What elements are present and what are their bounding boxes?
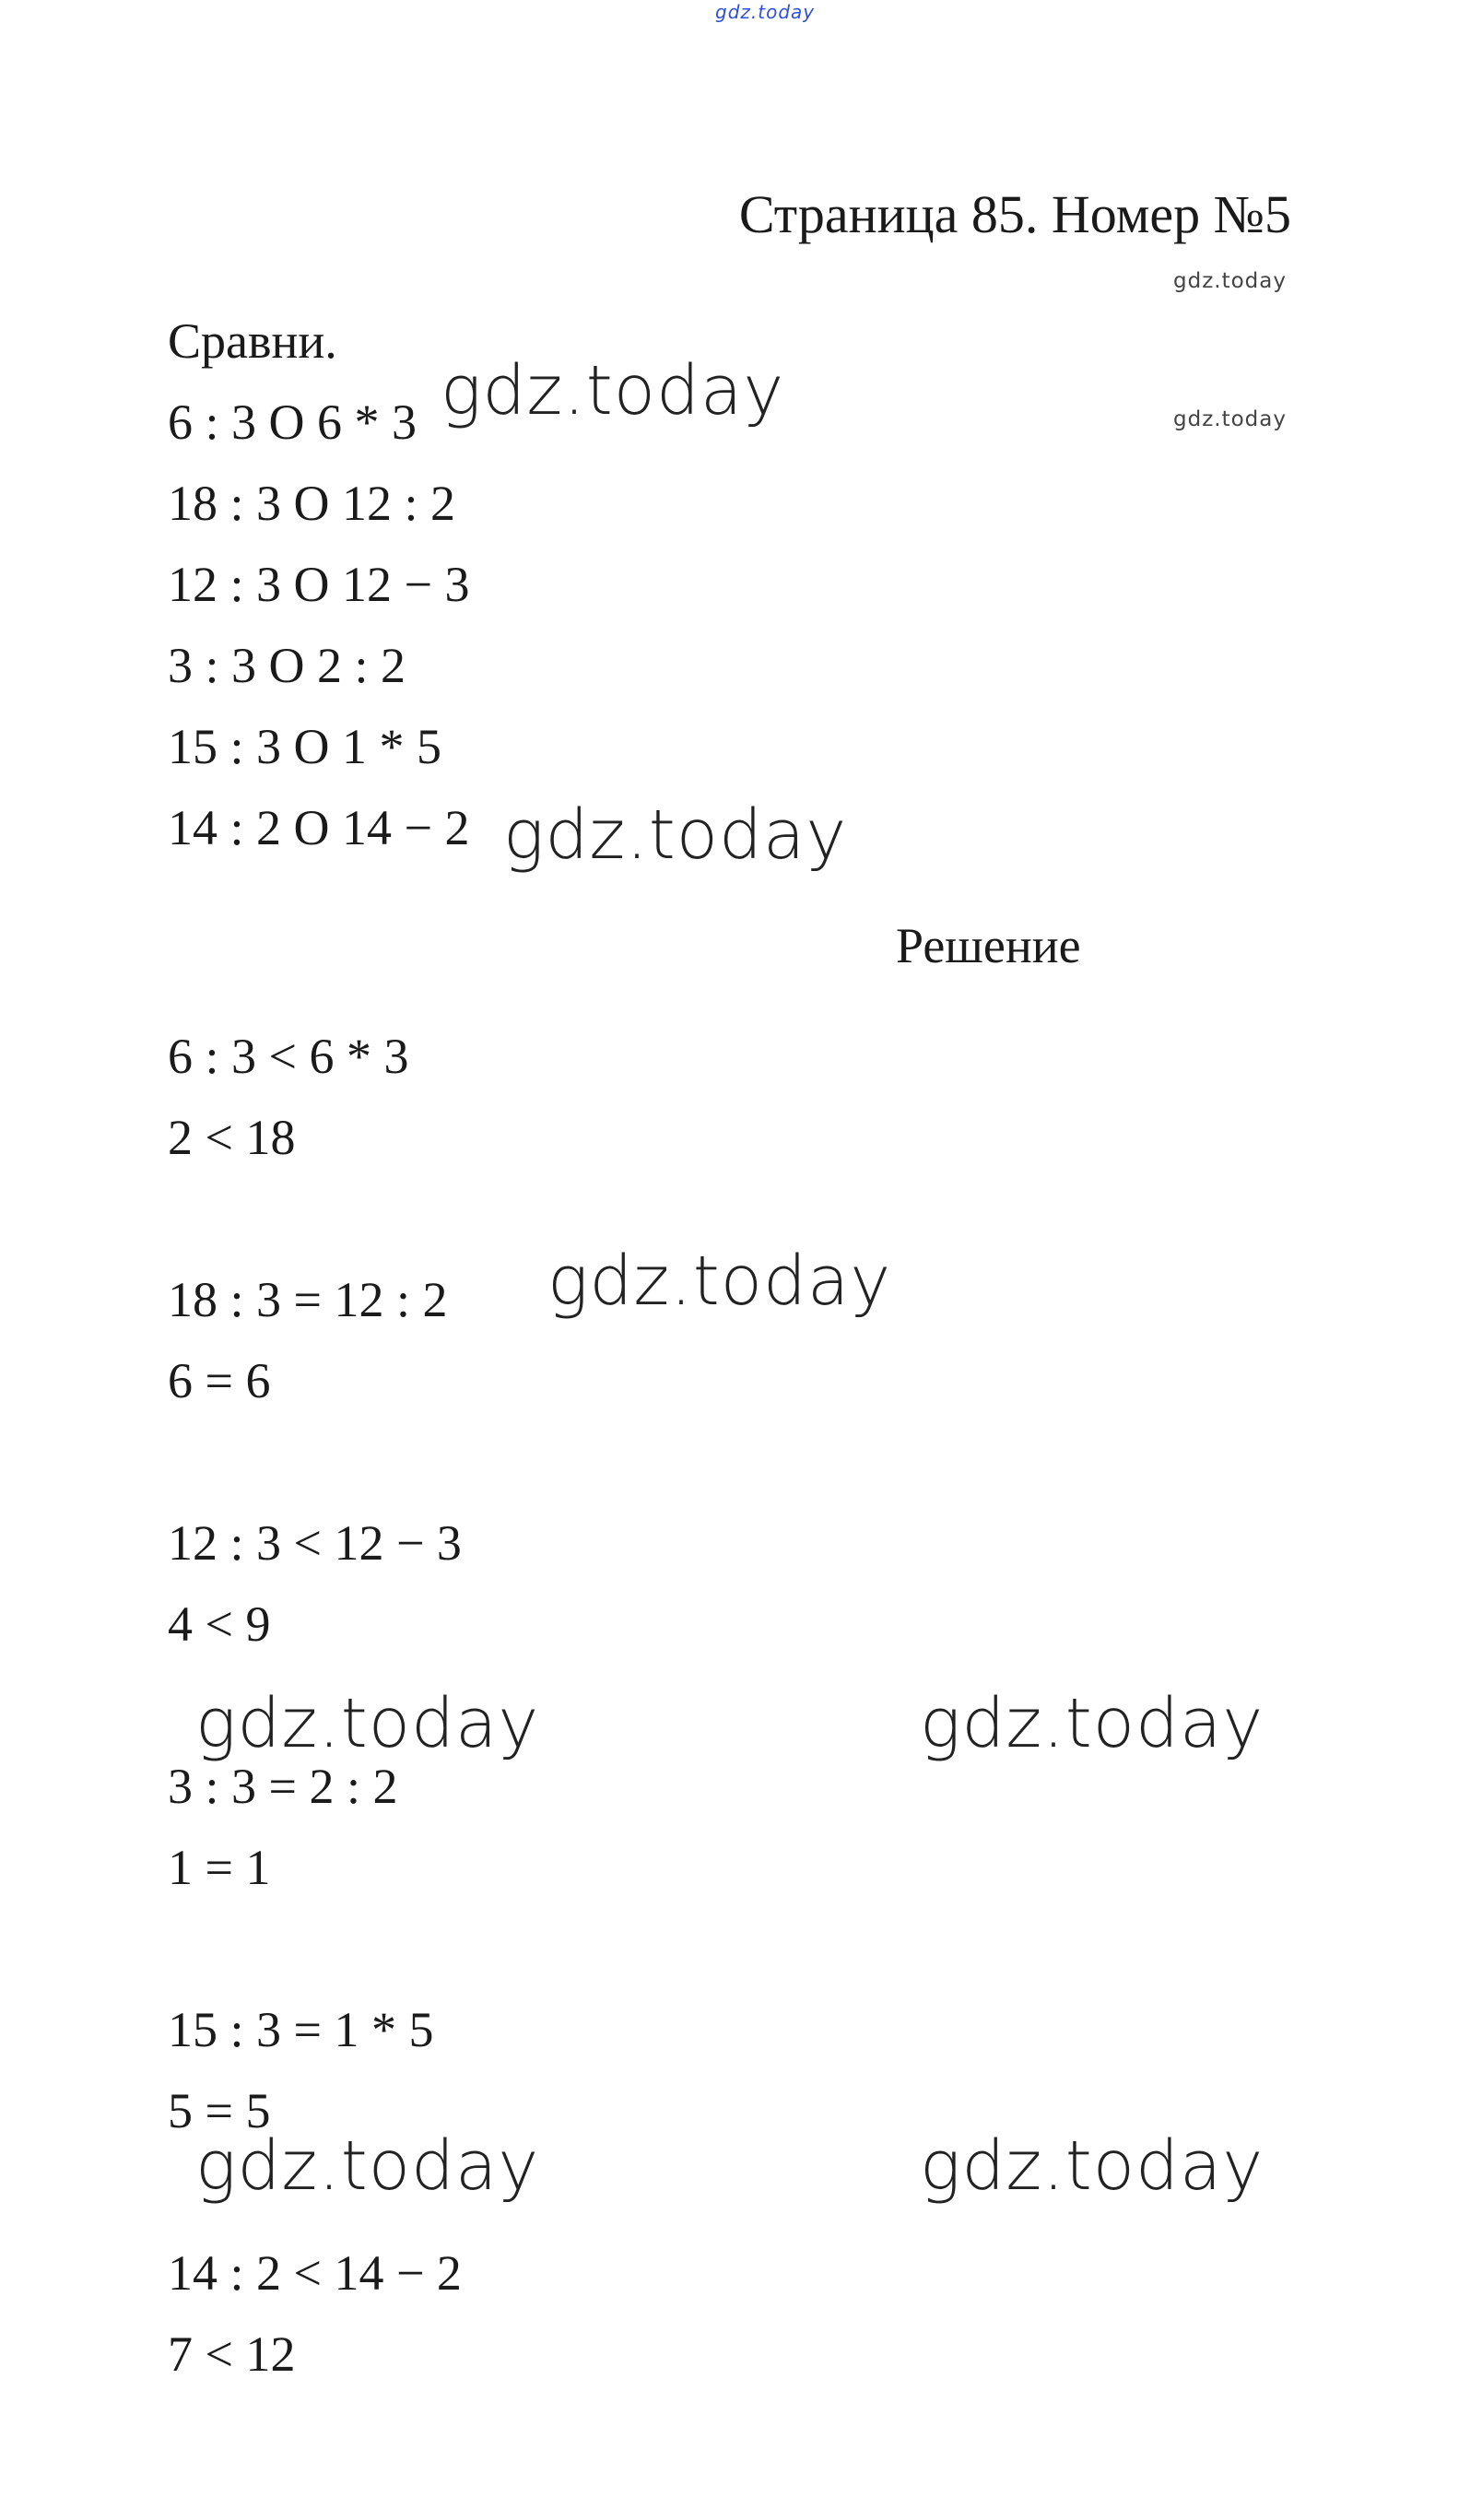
task-item: 12 : 3 O 12 − 3 [168, 557, 470, 612]
task-item: 14 : 2 O 14 − 2 [168, 800, 470, 855]
solution-expression: 6 : 3 < 6 * 3 [168, 1029, 409, 1084]
solution-result: 7 < 12 [168, 2326, 296, 2382]
task-item: 3 : 3 O 2 : 2 [168, 638, 406, 693]
watermark-small: gdz.today [1173, 407, 1287, 431]
solution-result: 4 < 9 [168, 1596, 271, 1652]
solution-result: 2 < 18 [168, 1110, 296, 1165]
solution-expression: 12 : 3 < 12 − 3 [168, 1515, 462, 1571]
solution-result: 5 = 5 [168, 2083, 271, 2138]
watermark-large: gdz.today [920, 1684, 1264, 1763]
watermark-top: gdz.today [715, 1, 816, 23]
solution-expression: 3 : 3 = 2 : 2 [168, 1759, 398, 1814]
watermark-large: gdz.today [920, 2126, 1264, 2206]
watermark-large: gdz.today [547, 1242, 892, 1321]
watermark-large: gdz.today [195, 1684, 540, 1763]
task-item: 15 : 3 O 1 * 5 [168, 719, 441, 774]
page-title: Страница 85. Номер №5 [738, 184, 1291, 244]
solution-result: 1 = 1 [168, 1840, 271, 1895]
watermark-large: gdz.today [503, 795, 848, 875]
task-item: 6 : 3 O 6 * 3 [168, 394, 417, 450]
solution-expression: 14 : 2 < 14 − 2 [168, 2245, 462, 2301]
solution-heading: Решение [896, 918, 1081, 973]
solution-result: 6 = 6 [168, 1353, 271, 1408]
watermark-large: gdz.today [195, 2126, 540, 2206]
task-item: 18 : 3 O 12 : 2 [168, 476, 456, 531]
solution-expression: 18 : 3 = 12 : 2 [168, 1272, 448, 1327]
task-instruction: Сравни. [168, 313, 337, 369]
solution-expression: 15 : 3 = 1 * 5 [168, 2002, 434, 2057]
watermark-small: gdz.today [1173, 269, 1287, 293]
watermark-large: gdz.today [441, 351, 785, 430]
